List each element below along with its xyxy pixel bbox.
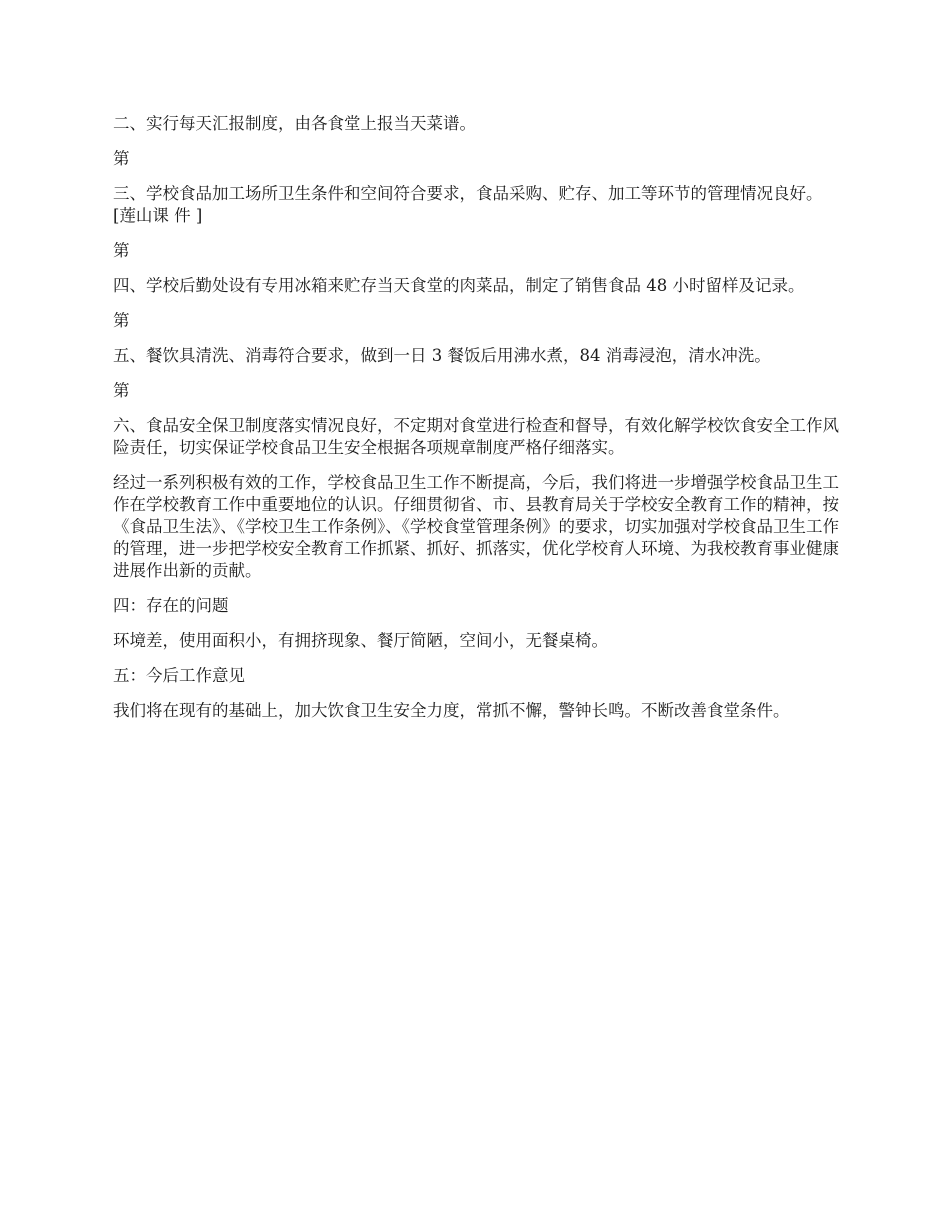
paragraph-processing-site: 三、学校食品加工场所卫生条件和空间符合要求，食品采购、贮存、加工等环节的管理情况良好。[莲山课 件 ]	[113, 184, 823, 225]
document-body	[113, 113, 840, 735]
paragraph-problems: 环境差，使用面积小，有拥挤现象、餐厅简陋，空间小，无餐桌椅。	[113, 631, 608, 650]
paragraph-safety-system: 六、食品安全保卫制度落实情况良好，不定期对食堂进行检查和督导，有效化解学校饮食安全工作风险责任，切实保证学校食品卫生安全根据各项规章制度严格仔细落实。	[113, 416, 839, 457]
paragraph-future-work: 我们将在现有的基础上，加大饮食卫生安全力度，常抓不懈，警钟长鸣。不断改善食堂条件。	[113, 701, 790, 720]
heading-future-work: 五：今后工作意见	[113, 666, 245, 685]
heading-existing-problems: 四：存在的问题	[113, 596, 229, 615]
paragraph-summary: 经过一系列积极有效的工作，学校食品卫生工作不断提高，今后，我们将进一步增强学校食品卫生工作在学校教育工作中重要地位的认识。仔细贯彻省、市、县教育局关于学校安全教育工作的精神，按《食品卫生法》、《学校卫生工作条例》、《学校食堂管理条例》的要求，切实加强对学校食品卫生工作的管理，进一步把学校安全教育工作抓紧、抓好、抓落实，优化学校育人环境、为我校教育事业健康进展作出新的贡献。	[113, 473, 839, 580]
paragraph-tableware-disinfection: 五、餐饮具清洗、消毒符合要求，做到一日 3 餐饭后用沸水煮，84 消毒浸泡，清水冲洗。	[113, 346, 771, 365]
paragraph-daily-report: 二、实行每天汇报制度，由各食堂上报当天菜谱。	[113, 114, 476, 133]
paragraph-ordinal-fragment: 第	[113, 241, 130, 260]
paragraph-food-samples: 四、学校后勤处设有专用冰箱来贮存当天食堂的肉菜品，制定了销售食品 48 小时留样及记录。	[113, 276, 805, 295]
paragraph-ordinal-fragment: 第	[113, 149, 130, 168]
paragraph-ordinal-fragment: 第	[113, 381, 130, 400]
paragraph-ordinal-fragment: 第	[113, 311, 130, 330]
